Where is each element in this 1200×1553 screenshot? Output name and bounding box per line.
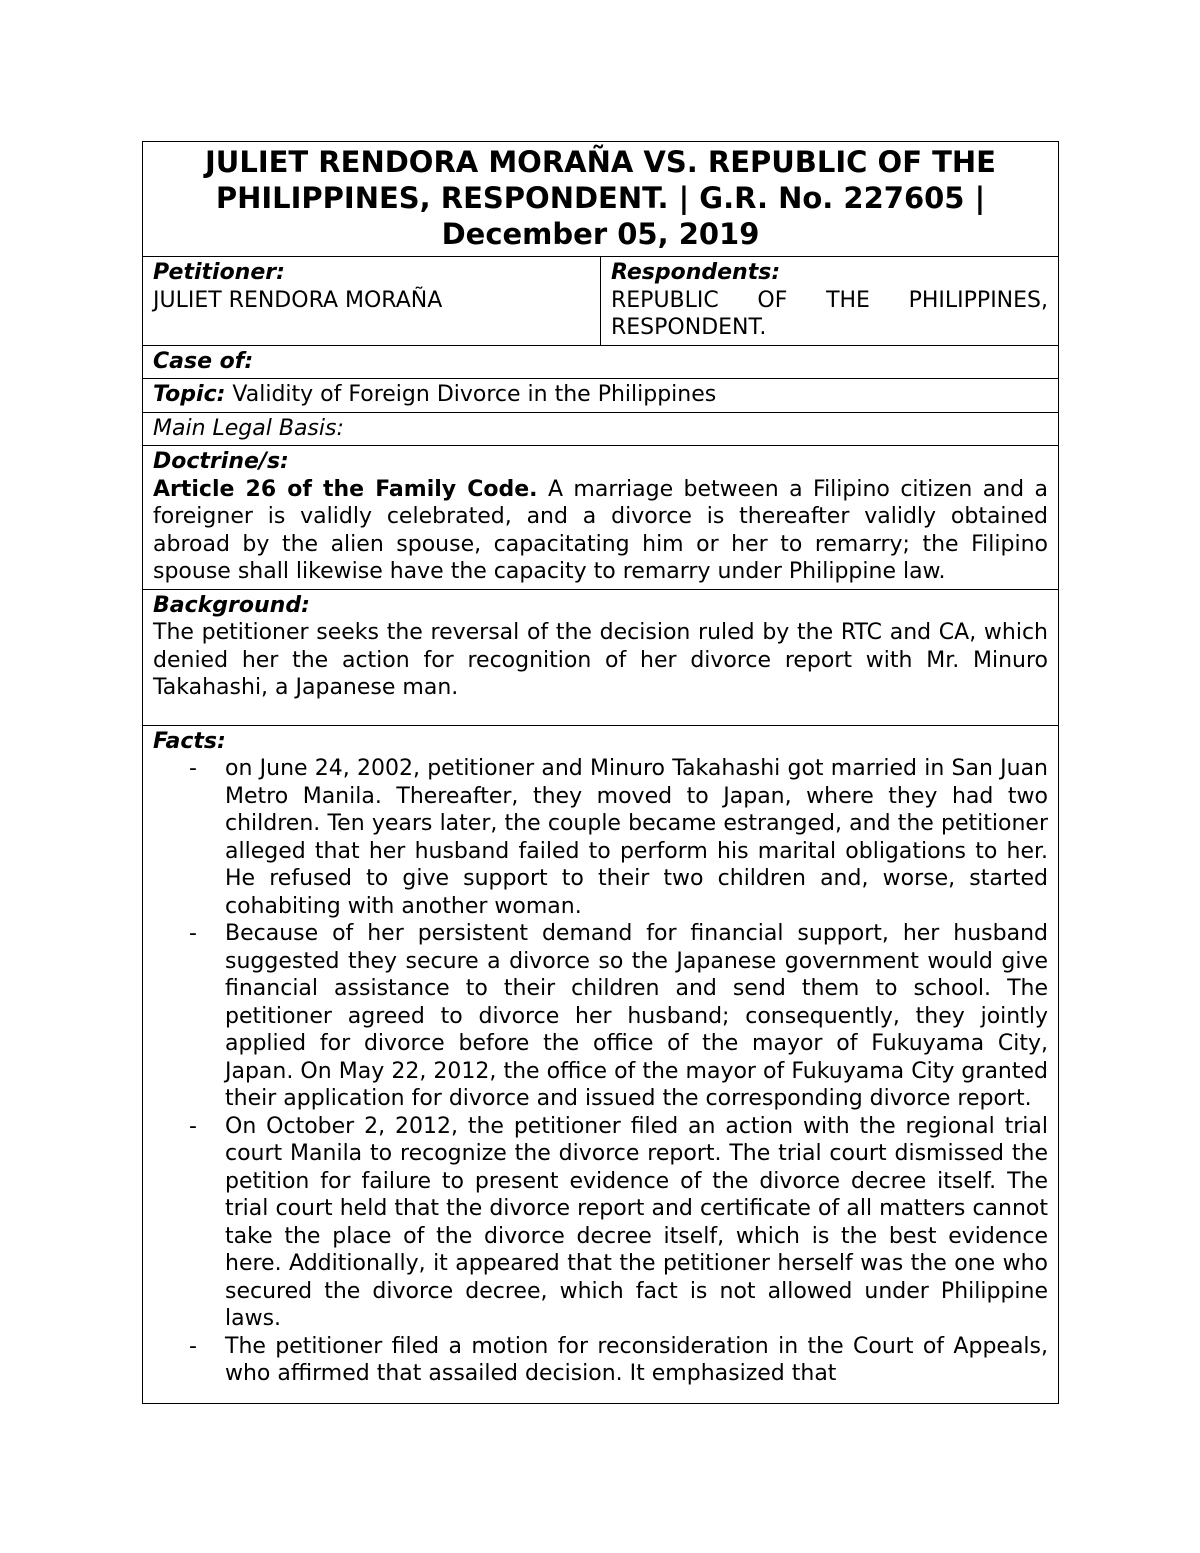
facts-item-3 [189, 1113, 1048, 1333]
facts-content [153, 728, 1048, 1403]
doctrine-text: A marriage between a Filipino citizen and a foreigner is validly celebrated, and a divorce is thereafter validly obtained abroad by the alien spouse, capacitating him or her to remarry; the Filipino spouse shall likewise have the capacity to remarry under Philippine law. [153, 476, 1049, 584]
facts-item-text: Because of her persistent demand for financial support, her husband suggested they secure a divorce so the Japanese government would give financial assistance to their children and send them to school. The petitioner agreed to divorce her husband; consequently, they jointly applied for divorce before the office of the mayor of Fukuyama City, Japan. On May 22, 2012, the office of the mayor of Fukuyama City granted their application for divorce and issued the corresponding divorce report. [225, 921, 1048, 1111]
bullet-dash-icon: - [189, 921, 197, 946]
facts-item-1 [189, 755, 1048, 920]
facts-list [153, 755, 1048, 1388]
respondents-label: Respondents: [611, 260, 781, 285]
facts-label: Facts: [153, 728, 226, 754]
petitioner-cell [143, 257, 601, 346]
respondents-cell [601, 257, 1059, 346]
case-of-label: Case of: [153, 348, 254, 374]
doctrine-text-block [153, 476, 1048, 586]
facts-item-4 [189, 1333, 1048, 1388]
case-digest-table [142, 141, 1059, 1404]
respondents-value-line1: REPUBLIC OF THE PHILIPPINES, [611, 287, 1048, 313]
bullet-dash-icon: - [189, 1113, 197, 1139]
document-title: JULIET RENDORA MORAÑA VS. REPUBLIC OF THE PHILIPPINES, RESPONDENT. | G.R. No. 227605 | December 05, 2019 [143, 142, 1059, 257]
facts-item-2 [189, 920, 1048, 1113]
doctrine-label: Doctrine/s: [153, 449, 289, 474]
topic-value: Validity of Foreign Divorce in the Philippines [232, 382, 717, 407]
main-legal-basis-label: Main Legal Basis: [153, 415, 344, 441]
facts-item-text: The petitioner filed a motion for reconsideration in the Court of Appeals, who affirmed that assailed decision. It emphasized that [225, 1333, 1048, 1386]
background-label: Background: [153, 592, 310, 618]
bullet-dash-icon: - [189, 756, 197, 781]
main-legal-basis-cell [143, 412, 1059, 446]
topic-cell [143, 379, 1059, 413]
respondents-value-line2: RESPONDENT. [611, 315, 767, 340]
facts-item-text: on June 24, 2002, petitioner and Minuro Takahashi got married in San Juan Metro Manila. Thereafter, they moved to Japan, where they had two children. Ten years later, the couple became estranged, and the petitioner alleged that her husband failed to perform his marital obligations to her. He refused to give support to their two children and, worse, started cohabiting with another woman. [225, 756, 1048, 919]
topic-label: Topic: [153, 382, 226, 407]
background-text: The petitioner seeks the reversal of the decision ruled by the RTC and CA, which denied her the action for recognition of her divorce report with Mr. Minuro Takahashi, a Japanese man. [153, 620, 1048, 700]
facts-item-text: On October 2, 2012, the petitioner filed an action with the regional trial court Manila to recognize the divorce report. The trial court dismissed the petition for failure to present evidence of the divorce decree itself. The trial court held that the divorce report and certificate of all matters cannot take the place of the divorce decree itself, which is the best evidence here. Additionally, it appeared that the petitioner herself was the one who secured the divorce decree, which fact is not allowed under Philippine laws. [225, 1113, 1048, 1331]
doctrine-lead: Article 26 of the Family Code. [153, 476, 538, 502]
doctrine-cell [143, 446, 1059, 590]
facts-cell [143, 725, 1059, 1403]
petitioner-value: JULIET RENDORA MORAÑA [153, 287, 443, 313]
bullet-dash-icon: - [189, 1333, 197, 1359]
case-of-cell [143, 345, 1059, 379]
background-cell [143, 589, 1059, 725]
petitioner-label: Petitioner: [153, 260, 285, 285]
